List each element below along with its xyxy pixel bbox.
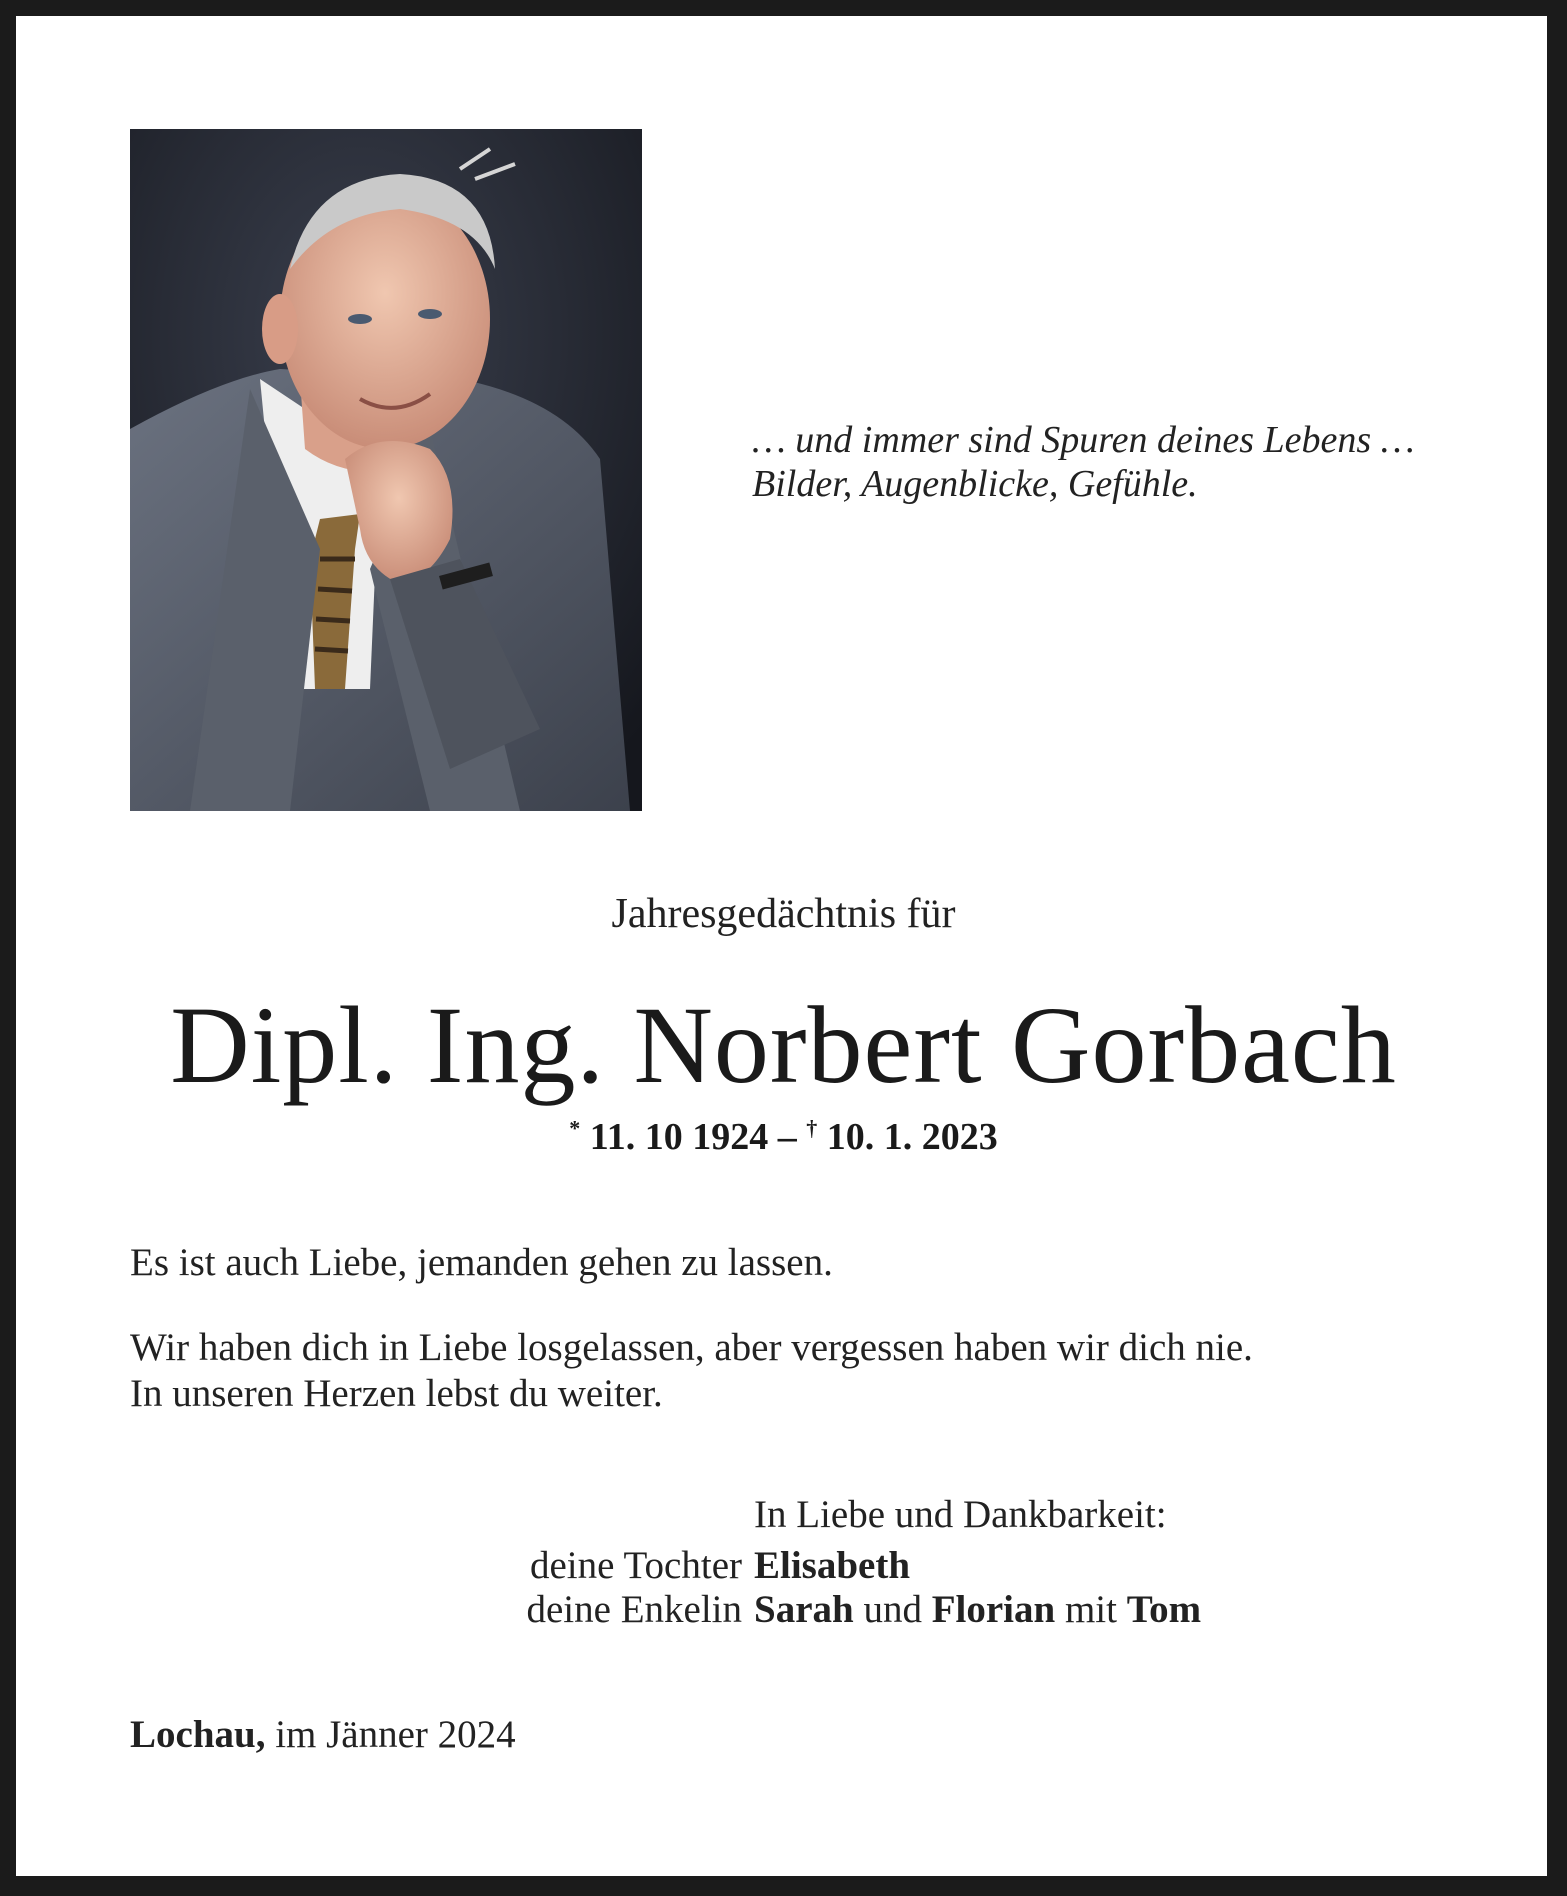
- deceased-name: Dipl. Ing. Norbert Gorbach: [170, 984, 1397, 1106]
- conjunction-with: mit: [1064, 1588, 1117, 1631]
- conjunction-and: und: [863, 1588, 922, 1631]
- relation-daughter: deine Tochter: [529, 1544, 742, 1587]
- quote-line-2: Bilder, Augenblicke, Gefühle.: [752, 463, 1198, 505]
- paragraph-2-line-2: In unseren Herzen lebst du weiter.: [130, 1372, 663, 1415]
- death-symbol: †: [806, 1115, 818, 1141]
- birth-date: 11. 10 1924 –: [589, 1116, 797, 1158]
- life-dates: [0, 1115, 1567, 1159]
- family-row-daughter: [0, 1544, 1567, 1588]
- daughter-names: [754, 1544, 910, 1588]
- name-elisabeth: Elisabeth: [754, 1544, 911, 1587]
- birth-symbol: *: [569, 1115, 581, 1141]
- name-sarah: Sarah: [754, 1588, 854, 1631]
- portrait-photo: [130, 129, 642, 811]
- family-signature: [0, 1544, 1567, 1632]
- name-tom: Tom: [1126, 1588, 1202, 1631]
- quote-line-1: … und immer sind Spuren deines Lebens …: [752, 419, 1415, 461]
- paragraph-2-line-1: Wir haben dich in Liebe losgelassen, aber vergessen haben wir dich nie.: [130, 1326, 1253, 1369]
- paragraph-2: [130, 1325, 1253, 1417]
- name-florian: Florian: [931, 1588, 1056, 1631]
- portrait-illustration: [130, 129, 642, 811]
- memorial-intro: Jahresgedächtnis für: [611, 891, 956, 937]
- thanks-line: In Liebe und Dankbarkeit:: [754, 1493, 1167, 1536]
- death-date: 10. 1. 2023: [826, 1116, 998, 1158]
- family-row-grandchildren: [0, 1588, 1567, 1632]
- grandchildren-names: [754, 1588, 1201, 1632]
- place-date: [130, 1712, 516, 1757]
- place-town: Lochau,: [130, 1713, 266, 1756]
- relation-granddaughter: deine Enkelin: [526, 1588, 742, 1631]
- paragraph-1: Es ist auch Liebe, jemanden gehen zu lassen.: [130, 1241, 833, 1284]
- memorial-quote: [752, 418, 1415, 506]
- place-date-text: im Jänner 2024: [275, 1713, 516, 1756]
